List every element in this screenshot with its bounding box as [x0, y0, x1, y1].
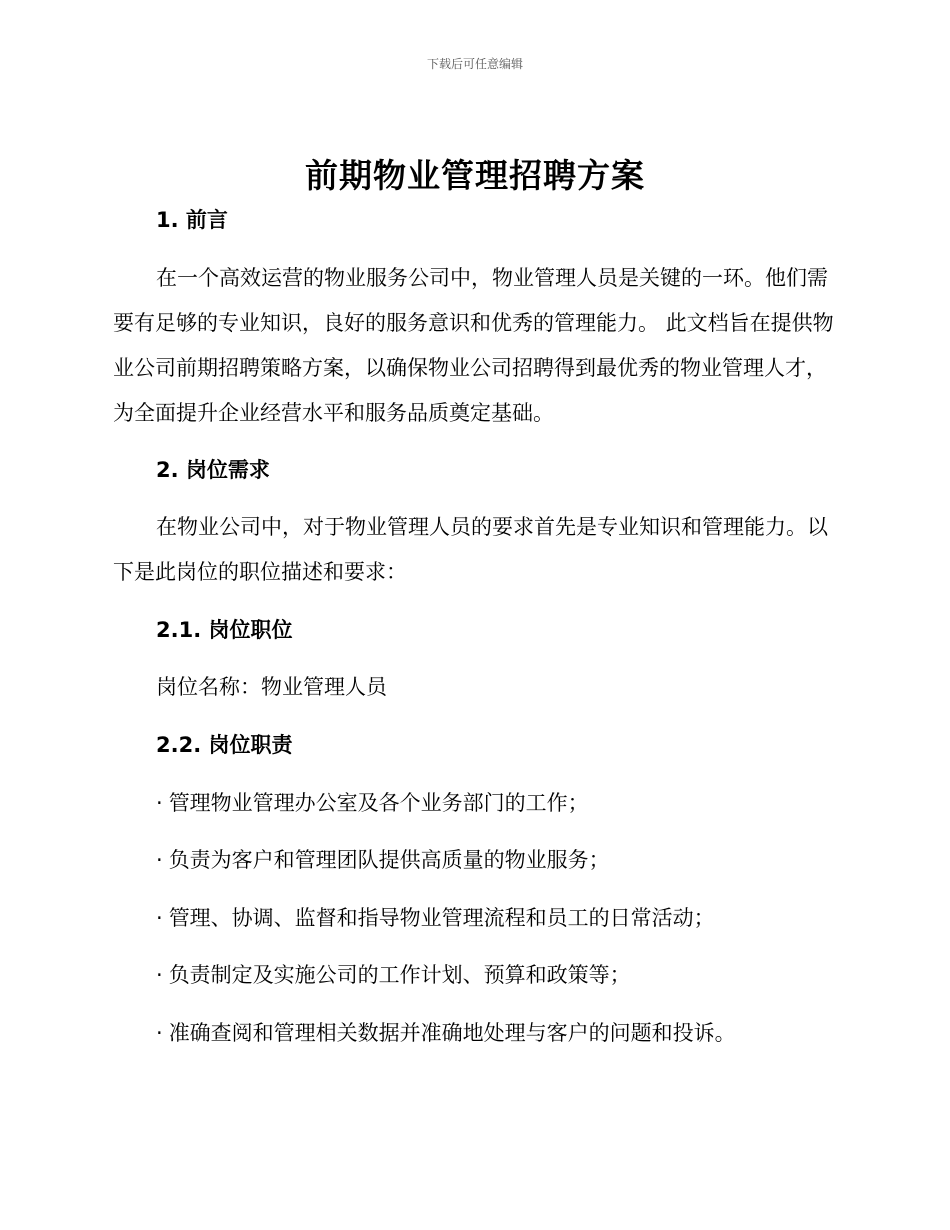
- duty-text: 负责制定及实施公司的工作计划、预算和政策等；: [168, 963, 631, 987]
- section-heading-intro: 1. 前言: [156, 208, 228, 232]
- bullet-dot: ·: [156, 963, 163, 987]
- header-note: 下载后可任意编辑: [426, 57, 523, 71]
- list-item: [156, 845, 610, 875]
- document-title: 前期物业管理招聘方案: [305, 156, 645, 195]
- list-item: [156, 903, 715, 933]
- duty-text: 负责为客户和管理团队提供高质量的物业服务；: [168, 848, 610, 872]
- section-heading-position: 2.1. 岗位职位: [156, 618, 293, 642]
- list-item: [156, 960, 631, 990]
- intro-paragraph: [113, 256, 838, 436]
- bullet-dot: ·: [156, 791, 163, 815]
- duty-text: 准确查阅和管理相关数据并准确地处理与客户的问题和投诉。: [168, 1021, 736, 1045]
- bullet-dot: ·: [156, 848, 163, 872]
- intro-text: 在一个高效运营的物业服务公司中，物业管理人员是关键的一环。他们需要有足够的专业知识，良好的服务意识和优秀的管理能力。 此文档旨在提供物业公司前期招聘策略方案，以确保物业公司招聘得到最优秀的物业管理人才，为全面提升企业经营水平和服务品质奠定基础。: [113, 266, 834, 425]
- duty-text: 管理物业管理办公室及各个业务部门的工作；: [168, 791, 589, 815]
- bullet-dot: ·: [156, 1021, 163, 1045]
- requirements-paragraph: [113, 505, 838, 595]
- requirements-text: 在物业公司中，对于物业管理人员的要求首先是专业知识和管理能力。以下是此岗位的职位描述和要求：: [113, 515, 828, 584]
- list-item: [156, 788, 589, 818]
- duty-text: 管理、协调、监督和指导物业管理流程和员工的日常活动；: [168, 906, 715, 930]
- position-name-text: 岗位名称：物业管理人员: [156, 675, 387, 699]
- bullet-dot: ·: [156, 906, 163, 930]
- section-heading-duties: 2.2. 岗位职责: [156, 733, 293, 757]
- list-item: [156, 1018, 736, 1048]
- section-heading-requirements: 2. 岗位需求: [156, 458, 270, 482]
